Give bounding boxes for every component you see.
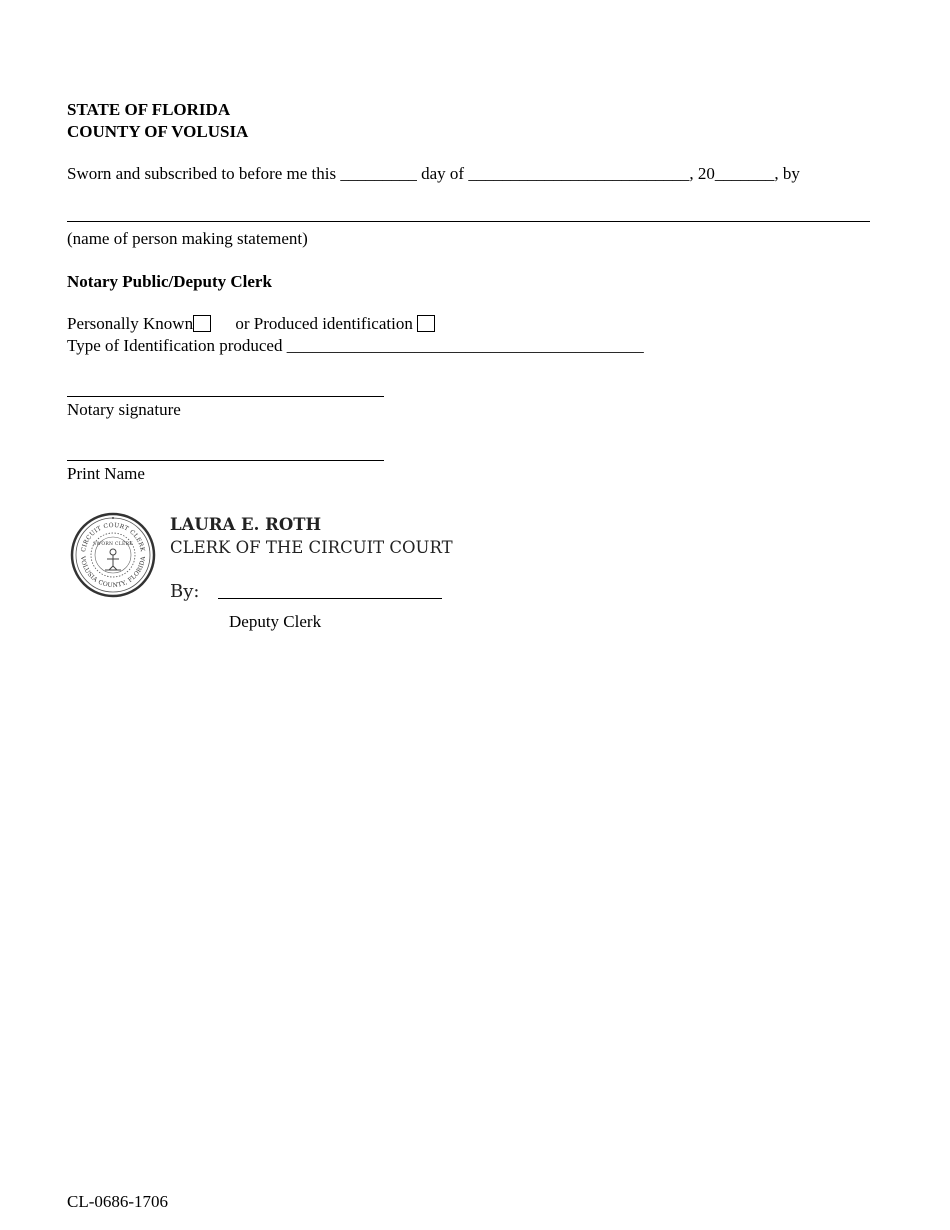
id-type-blank[interactable]: __________________________________________: [286, 336, 644, 355]
oath-prefix: Sworn and subscribed to before me this: [67, 164, 337, 183]
clerk-name: LAURA E. ROTH: [170, 515, 322, 534]
deputy-clerk-label: Deputy Clerk: [229, 612, 322, 631]
person-name-line[interactable]: [67, 221, 870, 222]
notary-heading: Notary Public/Deputy Clerk: [67, 272, 272, 291]
day-blank[interactable]: _________: [340, 164, 417, 183]
seal-top-text: CIRCUIT COURT CLERK: [80, 521, 146, 553]
form-code: CL-0686-1706: [67, 1192, 169, 1211]
year-blank[interactable]: _______: [714, 164, 775, 183]
id-type-row: [67, 335, 644, 356]
seal-inner-text: SWORN CLERK: [93, 542, 133, 547]
deputy-signature-line[interactable]: [218, 598, 442, 599]
id-type-label: Type of Identification produced: [67, 336, 283, 355]
oath-line: [67, 163, 800, 184]
month-blank[interactable]: __________________________: [468, 164, 690, 183]
print-name-label: Print Name: [67, 464, 145, 483]
person-name-caption: (name of person making statement): [67, 229, 308, 248]
state-heading: STATE OF FLORIDA: [67, 100, 231, 119]
produced-id-label: or Produced identification: [235, 314, 413, 333]
notary-signature-label: Notary signature: [67, 400, 181, 419]
personally-known-checkbox[interactable]: [193, 315, 211, 332]
by-label: By:: [170, 581, 200, 602]
year-prefix: , 20: [689, 164, 715, 183]
notary-signature-line[interactable]: [67, 396, 384, 397]
by-label: , by: [774, 164, 800, 183]
identification-row: [67, 313, 435, 334]
seal-bottom-text: VOLUSIA COUNTY, FLORIDA: [78, 555, 148, 590]
clerk-seal-icon: [69, 512, 157, 598]
county-heading: COUNTY OF VOLUSIA: [67, 122, 249, 141]
produced-id-checkbox[interactable]: [417, 315, 435, 332]
clerk-title: CLERK OF THE CIRCUIT COURT: [170, 538, 453, 557]
print-name-line[interactable]: [67, 460, 384, 461]
day-of-label: day of: [421, 164, 465, 183]
personally-known-label: Personally Known: [67, 314, 194, 333]
